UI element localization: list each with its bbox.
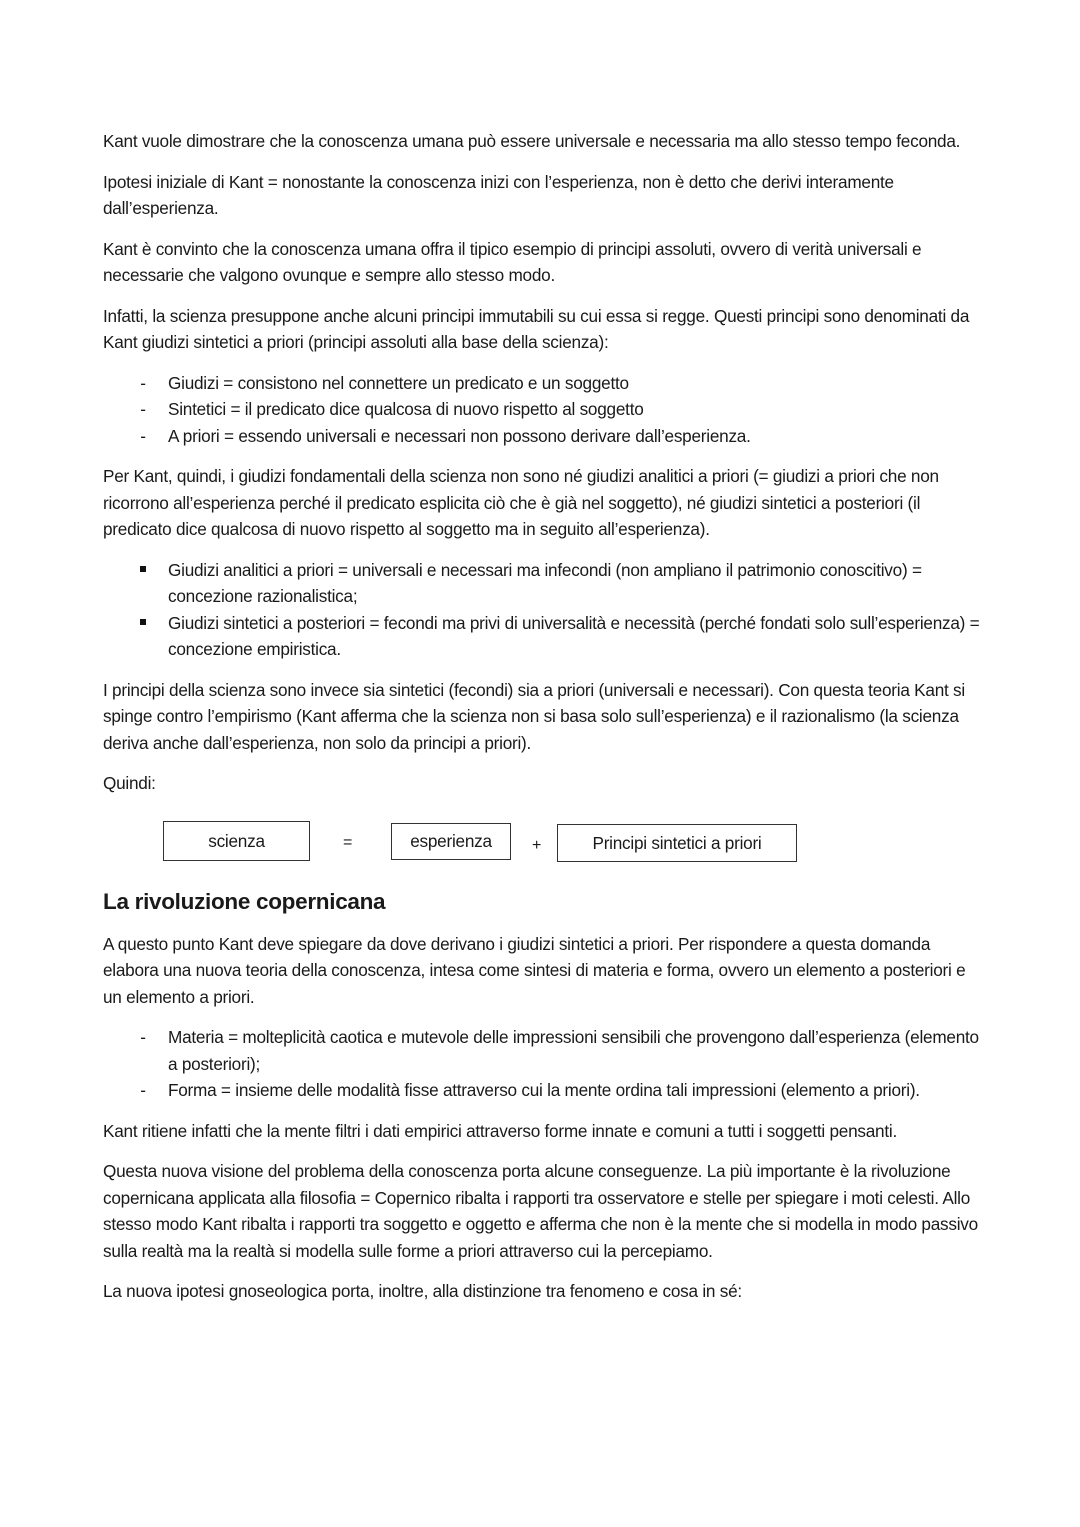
paragraph-intro-4: Infatti, la scienza presuppone anche alcuni principi immutabili su cui essa si regge. Questi principi sono denominati da Kant giudizi sintetici a priori (principi assoluti alla base della scienza): [103,305,970,352]
square-bullet-icon [136,610,150,637]
paragraph-outro-2: Questa nuova visione del problema della conoscenza porta alcune conseguenze. La più importante è la rivoluzione copernicana applicata alla filosofia = Copernico ribalta i rapporti tra osservatore e stelle per spiegare i moti celesti. Allo stesso modo Kant ribalta i rapporti tra soggetto e oggetto e afferma che non è la mente che si modella in modo passivo sulla realtà ma la realtà si modella sulle forme a priori attraverso cui la percepiamo. [103,1161,978,1261]
list-item-text: Giudizi sintetici a posteriori = fecondi ma privi di universalità e necessità (perché fondati solo sull’esperienza) = concezione empiristica. [168,612,980,659]
paragraph-intro-3: Kant è convinto che la conoscenza umana offra il tipico esempio di principi assoluti, ovvero di verità universali e necessarie che valgono ovunque e sempre allo stesso modo. [103,238,922,285]
paragraph-outro-1: Kant ritiene infatti che la mente filtri i dati empirici attraverso forme innate e comuni a tutti i soggetti pensanti. [103,1120,897,1141]
dash-bullet-icon: - [140,425,146,446]
list-item [103,557,983,610]
list-item [103,370,983,397]
list-item [103,396,983,423]
materia-forma-list [103,1024,983,1104]
paragraph-intro-1: Kant vuole dimostrare che la conoscenza umana può essere universale e necessaria ma allo stesso tempo feconda. [103,131,961,151]
paragraph-intro-2: Ipotesi iniziale di Kant = nonostante la conoscenza inizi con l’esperienza, non è detto che derivi interamente dall’esperienza. [103,171,894,218]
formula-box-esperienza: esperienza [391,823,511,860]
square-bullet-icon [136,557,150,584]
list-item-text: Sintetici = il predicato dice qualcosa di nuovo rispetto al soggetto [168,399,644,419]
dash-bullet-icon: - [140,1080,146,1100]
formula-diagram [103,811,983,875]
formula-box-scienza: scienza [163,821,310,861]
plus-sign: + [532,836,542,854]
dash-bullet-icon: - [140,399,146,419]
list-item-text: A priori = essendo universali e necessari non possono derivare dall’esperienza. [168,425,751,446]
list-item [103,423,983,450]
list-item [103,1077,983,1104]
list-item-text: Giudizi analitici a priori = universali e necessari ma infecondi (non ampliano il patrimonio conoscitivo) = concezione razionalistica; [168,559,922,606]
list-item-text: Materia = molteplicità caotica e mutevole delle impressioni sensibili che provengono dall’esperienza (elemento a posteriori); [168,1027,979,1074]
paragraph-rivoluzione: A questo punto Kant deve spiegare da dove derivano i giudizi sintetici a priori. Per rispondere a questa domanda elabora una nuova teoria della conoscenza, intesa come sintesi di materia e forma, ovvero un elemento a posteriori e un elemento a priori. [103,933,966,1007]
document-page [103,128,983,1319]
dash-bullet-icon: - [140,1027,146,1047]
paragraph-outro-3: La nuova ipotesi gnoseologica porta, inoltre, alla distinzione tra fenomeno e cosa in sé: [103,1281,742,1301]
list-item [103,1024,983,1077]
list-item-text: Giudizi = consistono nel connettere un predicato e un soggetto [168,372,629,393]
paragraph-quindi: Quindi: [103,773,156,793]
paragraph-per-kant: Per Kant, quindi, i giudizi fondamentali della scienza non sono né giudizi analitici a priori (= giudizi a priori che non ricorrono all’esperienza perché il predicato esplicita ciò che è già nel soggetto), né giudizi sintetici a posteriori (il predicato dice qualcosa di nuovo rispetto al soggetto ma in seguito all’esperienza). [103,466,939,539]
section-heading: La rivoluzione copernicana [103,888,386,914]
equals-sign: = [343,833,353,851]
definitions-list [103,370,983,450]
dash-bullet-icon: - [140,372,146,393]
formula-box-principi: Principi sintetici a priori [557,824,797,862]
judgments-list [103,557,983,663]
paragraph-principi: I principi della scienza sono invece sia sintetici (fecondi) sia a priori (universali e necessari). Con questa teoria Kant si spinge contro l’empirismo (Kant afferma che la scienza non si basa solo sull’esperienza) e il razionalismo (la scienza deriva anche dall’esperienza, non solo da principi a priori). [103,679,965,753]
list-item-text: Forma = insieme delle modalità fisse attraverso cui la mente ordina tali impressioni (elemento a priori). [168,1080,920,1100]
list-item [103,610,983,663]
